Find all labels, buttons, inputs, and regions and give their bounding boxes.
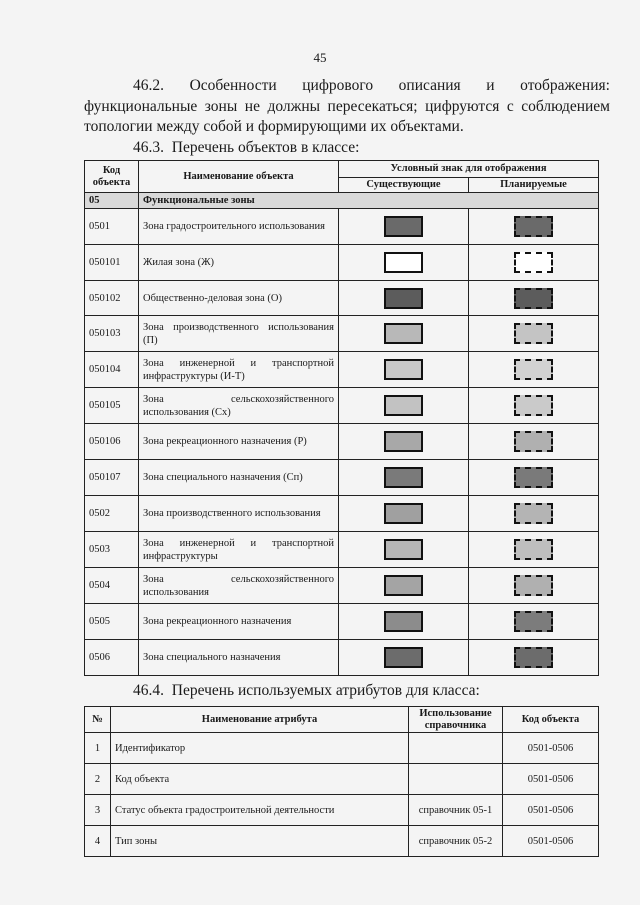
object-name [139,532,339,568]
attribute-row [85,764,599,795]
section-46-4-title: Перечень используемых атрибутов для класса: [171,682,480,699]
object-name: Зона рекреационного назначения [139,604,339,640]
planned-symbol-cell [469,316,599,352]
header-object-name: Наименование объекта [139,161,339,193]
attr-ref: справочник 05-1 [409,795,503,826]
object-name [139,568,339,604]
object-row [85,424,599,460]
existing-zone-symbol [384,647,423,668]
attr-num: 2 [85,764,111,795]
planned-zone-symbol [514,216,553,237]
object-name: Жилая зона (Ж) [139,245,339,281]
object-row [85,568,599,604]
attr-num: 1 [85,733,111,764]
attr-ref [409,733,503,764]
object-code: 050103 [85,316,139,352]
existing-zone-symbol [384,395,423,416]
planned-zone-symbol [514,252,553,273]
object-row [85,460,599,496]
object-code: 0501 [85,209,139,245]
existing-zone-symbol [384,359,423,380]
object-row [85,604,599,640]
header-attr-ref: Использование справочника [409,707,503,733]
object-row [85,532,599,568]
object-row [85,352,599,388]
object-code: 050107 [85,460,139,496]
paragraph-46-2-word: Особенности [189,77,277,94]
attr-num: 4 [85,826,111,857]
paragraph-46-2-line2: функциональные зоны не должны пересекаться; цифруются с соблюдением [84,98,610,115]
existing-symbol-cell [339,568,469,604]
object-name-line1: Зона сельскохозяйственного [143,393,334,405]
section-46-3-title: Перечень объектов в классе: [171,139,360,156]
object-code: 0506 [85,640,139,676]
group-name: Функциональные зоны [139,193,599,209]
object-code: 050102 [85,281,139,316]
existing-zone-symbol [384,611,423,632]
existing-zone-symbol [384,323,423,344]
planned-symbol-cell [469,424,599,460]
object-code: 0504 [85,568,139,604]
object-row [85,496,599,532]
planned-zone-symbol [514,575,553,596]
section-46-4-heading [133,681,480,701]
planned-zone-symbol [514,323,553,344]
object-name-line1: Зона инженерной и транспортной [143,357,334,369]
attribute-row [85,826,599,857]
existing-symbol-cell [339,640,469,676]
object-name: Общественно-деловая зона (О) [139,281,339,316]
attr-code: 0501-0506 [503,826,599,857]
planned-symbol-cell [469,532,599,568]
object-code: 050106 [85,424,139,460]
planned-zone-symbol [514,359,553,380]
paragraph-46-2-word: и [486,77,495,94]
planned-zone-symbol [514,395,553,416]
existing-zone-symbol [384,216,423,237]
header-object-code: Код объекта [85,161,139,193]
paragraph-46-2-word: описания [398,77,461,94]
attribute-row [85,733,599,764]
object-name [139,316,339,352]
existing-symbol-cell [339,316,469,352]
attribute-row [85,795,599,826]
object-name-line1: Зона производственного использования [143,321,334,333]
object-name: Зона специального назначения [139,640,339,676]
paragraph-46-2-line3: топологии между собой и формирующими их объектами. [84,118,464,135]
existing-symbol-cell [339,460,469,496]
object-name: Зона производственного использования [139,496,339,532]
object-code: 050105 [85,388,139,424]
attributes-table [84,706,599,857]
existing-zone-symbol [384,575,423,596]
header-planned: Планируемые [469,178,599,193]
object-code: 0502 [85,496,139,532]
paragraph-46-2-line1 [84,76,610,96]
object-row [85,209,599,245]
objects-table [84,160,599,676]
planned-symbol-cell [469,640,599,676]
planned-zone-symbol [514,467,553,488]
planned-symbol-cell [469,388,599,424]
existing-zone-symbol [384,503,423,524]
existing-symbol-cell [339,388,469,424]
planned-zone-symbol [514,503,553,524]
header-existing: Существующие [339,178,469,193]
object-name: Зона градостроительного использования [139,209,339,245]
paragraph-46-2-word: отображения: [520,77,610,94]
object-name-line2: использования (Сх) [143,406,231,418]
planned-symbol-cell [469,460,599,496]
attr-code: 0501-0506 [503,733,599,764]
group-code: 05 [85,193,139,209]
object-row [85,388,599,424]
object-row [85,245,599,281]
object-row [85,281,599,316]
attr-ref: справочник 05-2 [409,826,503,857]
attr-name: Идентификатор [111,733,409,764]
section-46-3-number: 46.3. [133,139,164,156]
existing-zone-symbol [384,431,423,452]
group-row [85,193,599,209]
attr-name: Статус объекта градостроительной деятельности [111,795,409,826]
object-name-line1: Зона инженерной и транспортной [143,537,334,549]
existing-symbol-cell [339,245,469,281]
paragraph-46-2-word: цифрового [302,77,374,94]
object-name [139,388,339,424]
section-46-3-heading [133,138,359,158]
page-number: 45 [313,50,327,65]
attr-name: Код объекта [111,764,409,795]
existing-symbol-cell [339,352,469,388]
attr-code: 0501-0506 [503,764,599,795]
object-row [85,316,599,352]
planned-symbol-cell [469,568,599,604]
existing-symbol-cell [339,281,469,316]
planned-zone-symbol [514,431,553,452]
existing-zone-symbol [384,467,423,488]
object-name-line1: Зона сельскохозяйственного [143,573,334,585]
object-name-line2: инфраструктуры (И-Т) [143,370,245,382]
object-code: 050104 [85,352,139,388]
object-name: Зона специального назначения (Сп) [139,460,339,496]
planned-symbol-cell [469,496,599,532]
header-attr-code: Код объекта [503,707,599,733]
paragraph-46-2-number: 46.2. [133,77,164,94]
object-name: Зона рекреационного назначения (Р) [139,424,339,460]
object-name-line2: использования [143,586,209,598]
attr-name: Тип зоны [111,826,409,857]
existing-zone-symbol [384,288,423,309]
existing-zone-symbol [384,252,423,273]
planned-zone-symbol [514,647,553,668]
existing-symbol-cell [339,424,469,460]
object-code: 0503 [85,532,139,568]
attr-code: 0501-0506 [503,795,599,826]
existing-symbol-cell [339,209,469,245]
existing-symbol-cell [339,532,469,568]
section-46-4-number: 46.4. [133,682,164,699]
planned-zone-symbol [514,539,553,560]
planned-symbol-cell [469,352,599,388]
planned-zone-symbol [514,611,553,632]
object-name-line2: (П) [143,334,158,346]
header-attr-num: № [85,707,111,733]
attr-ref [409,764,503,795]
planned-symbol-cell [469,281,599,316]
header-attr-name: Наименование атрибута [111,707,409,733]
existing-symbol-cell [339,496,469,532]
planned-symbol-cell [469,604,599,640]
existing-zone-symbol [384,539,423,560]
planned-symbol-cell [469,209,599,245]
planned-symbol-cell [469,245,599,281]
object-row [85,640,599,676]
object-code: 0505 [85,604,139,640]
object-name [139,352,339,388]
existing-symbol-cell [339,604,469,640]
attr-num: 3 [85,795,111,826]
header-symbol: Условный знак для отображения [339,161,599,178]
planned-zone-symbol [514,288,553,309]
object-name-line2: инфраструктуры [143,550,218,562]
object-code: 050101 [85,245,139,281]
